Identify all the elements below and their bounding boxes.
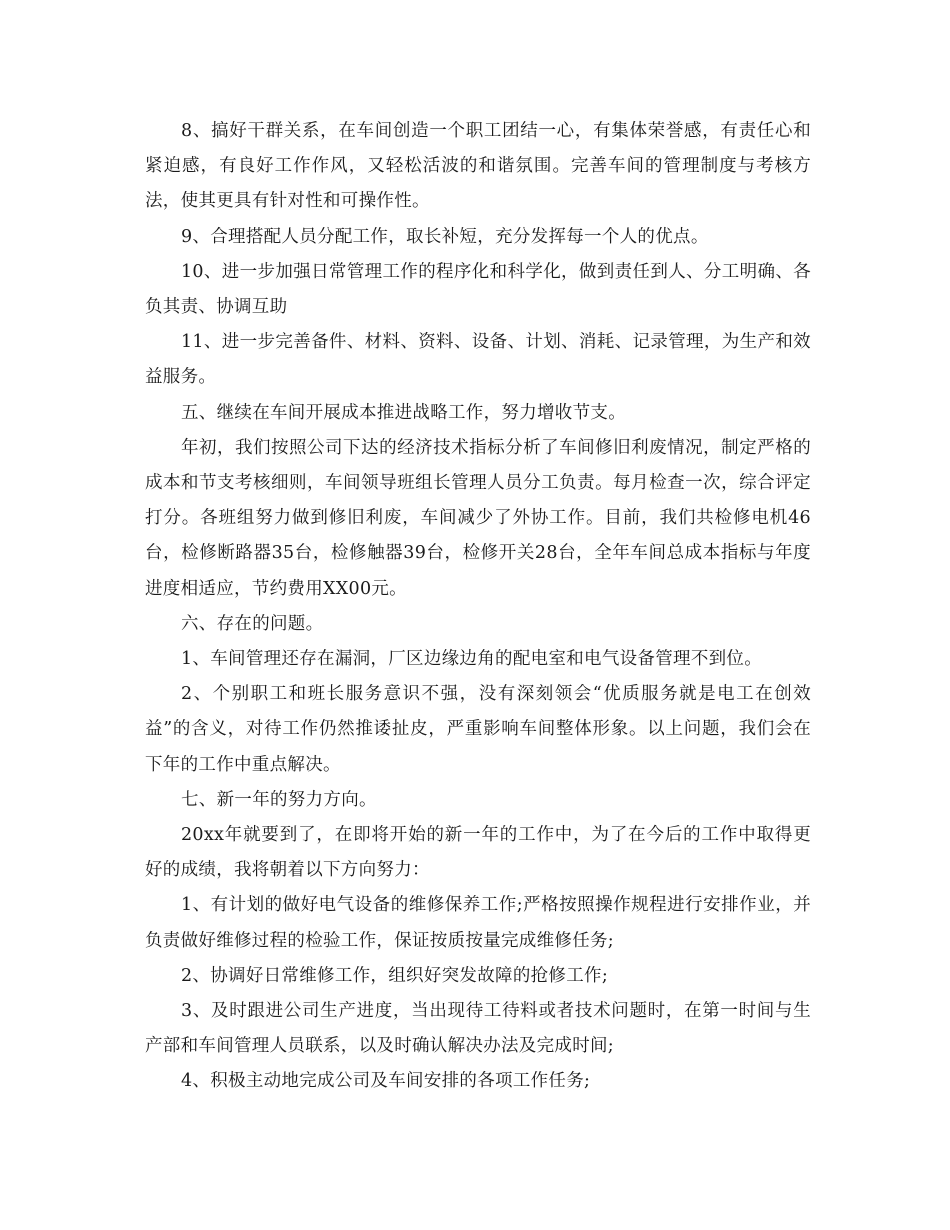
direction-item-3: 3、及时跟进公司生产进度，当出现待工待料或者技术问题时，在第一时间与生产部和车间管理人员联系，以及时确认解决办法及完成时间; xyxy=(145,1001,811,1057)
document-body xyxy=(145,114,811,1100)
problem-item-2: 2、个别职工和班长服务意识不强，没有深刻领会“优质服务就是电工在创效益”的含义，对待工作仍然推诿扯皮，严重影响车间整体形象。以上问题，我们会在下年的工作中重点解决。 xyxy=(145,684,811,775)
paragraph-item-9: 9、合理搭配人员分配工作，取长补短，充分发挥每一个人的优点。 xyxy=(181,226,709,247)
paragraph-cost-details: 年初，我们按照公司下达的经济技术指标分析了车间修旧利废情况，制定严格的成本和节支考核细则，车间领导班组长管理人员分工负责。每月检查一次，综合评定打分。各班组努力做到修旧利废，车间减少了外协工作。目前，我们共检修电机46台，检修断路器35台，检修触器39台，检修开关28台，全年车间总成本指标与年度进度相适应，节约费用XX00元。 xyxy=(145,437,811,599)
problem-item-1: 1、车间管理还存在漏洞，厂区边缘边角的配电室和电气设备管理不到位。 xyxy=(181,649,763,670)
section-heading-direction: 七、新一年的努力方向。 xyxy=(181,789,377,810)
section-heading-cost: 五、继续在车间开展成本推进战略工作，努力增收节支。 xyxy=(181,402,626,423)
paragraph-item-11: 11、进一步完善备件、材料、资料、设备、计划、消耗、记录管理，为生产和效益服务。 xyxy=(145,332,811,388)
direction-item-2: 2、协调好日常维修工作，组织好突发故障的抢修工作; xyxy=(181,965,609,986)
paragraph-item-10: 10、进一步加强日常管理工作的程序化和科学化，做到责任到人、分工明确、各负其责、协调互助 xyxy=(145,261,811,318)
paragraph-item-8: 8、搞好干群关系，在车间创造一个职工团结一心，有集体荣誉感，有责任心和紧迫感，有良好工作作风，又轻松活波的和谐氛围。完善车间的管理制度与考核方法，使其更具有针对性和可操作性。 xyxy=(145,121,811,212)
paragraph-direction-intro: 20xx年就要到了，在即将开始的新一年的工作中，为了在今后的工作中取得更好的成绩，我将朝着以下方向努力： xyxy=(145,825,811,881)
direction-item-4: 4、积极主动地完成公司及车间安排的各项工作任务; xyxy=(181,1071,591,1092)
direction-item-1: 1、有计划的做好电气设备的维修保养工作;严格按照操作规程进行安排作业，并负责做好维修过程的检验工作，保证按质按量完成维修任务; xyxy=(145,895,811,951)
section-heading-problems: 六、存在的问题。 xyxy=(181,613,324,634)
